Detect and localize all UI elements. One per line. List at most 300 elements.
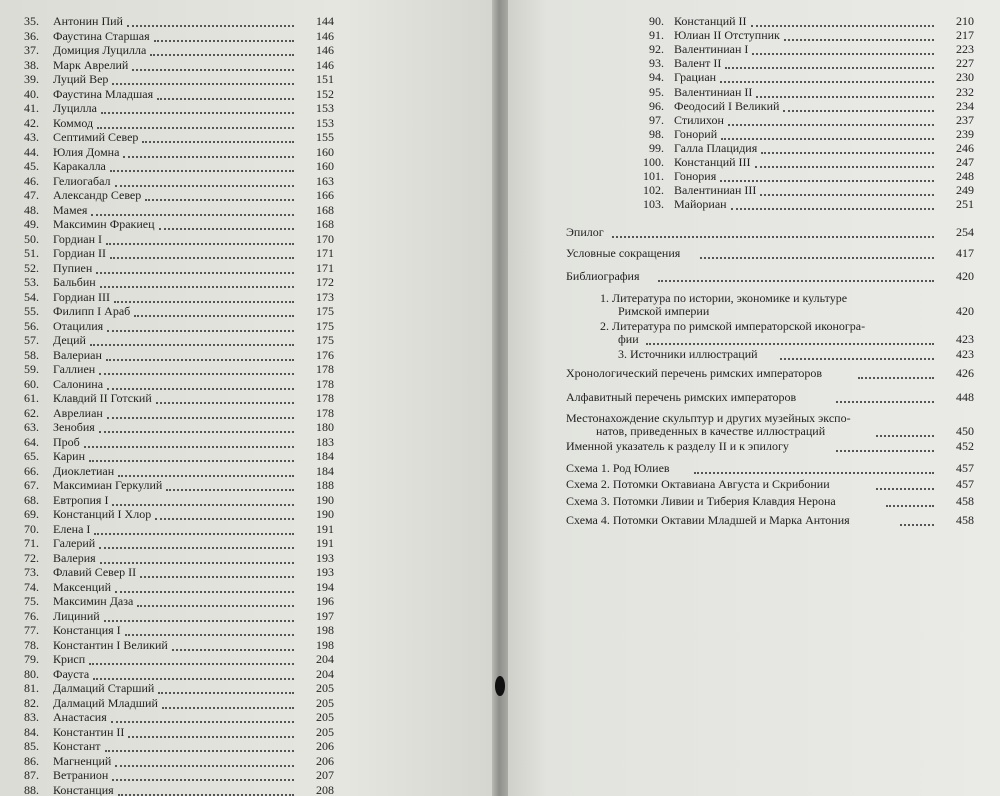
- toc-entry: [636, 71, 974, 84]
- entry-title: Луций Вер: [53, 72, 109, 86]
- entry-page: 144: [316, 14, 334, 28]
- entry-title: Алфавитный перечень римских императоров: [566, 390, 797, 404]
- leader-dots: [100, 286, 294, 288]
- entry-number: 44.: [24, 144, 39, 159]
- entry-page: 457: [956, 461, 974, 475]
- toc-entry: [24, 59, 334, 72]
- leader-dots: [97, 127, 294, 129]
- entry-number: 38.: [24, 57, 39, 72]
- entry-title: Зенобия: [53, 420, 95, 434]
- entry-number: 103.: [643, 197, 664, 212]
- entry-page: 188: [316, 478, 334, 492]
- toc-entry: [24, 639, 334, 652]
- entry-title: Констанция: [53, 782, 114, 796]
- leader-dots: [158, 692, 294, 694]
- toc-entry: [24, 610, 334, 623]
- bibliography-item-3: [600, 348, 974, 361]
- toc-entry: [24, 73, 334, 86]
- toc-entry: [24, 624, 334, 637]
- entry-title: Валериан: [53, 347, 102, 362]
- entry-page: 239: [956, 126, 974, 141]
- entry-title: Отацилия: [53, 318, 104, 333]
- leader-dots: [756, 96, 934, 98]
- leader-dots: [111, 721, 294, 723]
- entry-title: Аврелиан: [53, 405, 103, 420]
- entry-page: 175: [316, 304, 334, 318]
- entry-title: Эпилог: [566, 225, 604, 239]
- entry-page: 426: [956, 366, 974, 380]
- leader-dots: [107, 388, 294, 390]
- entry-number: 59.: [24, 362, 39, 376]
- entry-page: 170: [316, 231, 334, 246]
- entry-page: 184: [316, 463, 334, 478]
- entry-page: 146: [316, 28, 334, 43]
- entry-title: Марк Аврелий: [53, 57, 129, 72]
- leader-dots: [156, 402, 294, 404]
- toc-entry: [24, 363, 334, 376]
- toc-entry: [24, 378, 334, 391]
- leader-dots: [101, 112, 294, 114]
- entry-page: 248: [956, 169, 974, 184]
- entry-number: 62.: [24, 405, 39, 420]
- toc-entry: [24, 131, 334, 144]
- entry-page: 152: [316, 86, 334, 101]
- entry-number: 39.: [24, 72, 39, 86]
- entry-number: 63.: [24, 420, 39, 434]
- entry-page: 208: [316, 782, 334, 796]
- binding-mark: [495, 676, 505, 696]
- leader-dots: [105, 750, 294, 752]
- entry-title: Галла Плацидия: [674, 140, 758, 155]
- entry-page: 151: [316, 72, 334, 86]
- entry-title: Александр Север: [53, 188, 142, 202]
- leader-dots: [145, 199, 294, 201]
- entry-page: 190: [316, 507, 334, 521]
- entry-page: 168: [316, 217, 334, 231]
- leader-dots: [104, 620, 294, 622]
- toc-entry-scheme-2: [566, 478, 974, 491]
- leader-dots: [900, 524, 934, 526]
- entry-number: 52.: [24, 260, 39, 275]
- entry-number: 54.: [24, 289, 39, 304]
- leader-dots: [728, 124, 934, 126]
- leader-dots: [107, 330, 294, 332]
- entry-title: Юлиан II Отступник: [674, 28, 780, 43]
- toc-entry: [24, 146, 334, 159]
- toc-entry: [24, 436, 334, 449]
- entry-page: 223: [956, 42, 974, 57]
- entry-page: 193: [316, 550, 334, 565]
- leader-dots: [112, 504, 294, 506]
- toc-entry: [636, 29, 974, 42]
- toc-entry: [24, 349, 334, 362]
- leader-dots: [700, 257, 934, 259]
- toc-entry: [24, 247, 334, 260]
- entry-page: 204: [316, 666, 334, 681]
- entry-number: 97.: [649, 112, 664, 127]
- leader-dots: [159, 228, 294, 230]
- leader-dots: [858, 377, 934, 379]
- entry-title: Схема 4. Потомки Октавии Младшей и Марка Антония: [566, 513, 850, 527]
- entry-number: 75.: [24, 594, 39, 608]
- toc-entry: [24, 421, 334, 434]
- entry-title: Галерий: [53, 536, 96, 550]
- entry-page: 207: [316, 768, 334, 782]
- entry-title: Константин II: [53, 724, 125, 739]
- leader-dots: [155, 518, 294, 520]
- entry-page: 196: [316, 594, 334, 608]
- entry-page: 160: [316, 144, 334, 159]
- bibliography-item-1-line1: 1. Литература по истории, экономике и культуре: [600, 291, 848, 305]
- entry-page: 178: [316, 391, 334, 405]
- entry-number: 57.: [24, 333, 39, 347]
- toc-entry: [24, 682, 334, 695]
- entry-title: Гордиан II: [53, 246, 106, 260]
- entry-page: 198: [316, 623, 334, 637]
- entry-number: 102.: [643, 183, 664, 198]
- leader-dots: [99, 431, 294, 433]
- leader-dots: [132, 69, 294, 71]
- toc-entry: [24, 334, 334, 347]
- entry-number: 60.: [24, 376, 39, 391]
- toc-entry: [24, 537, 334, 550]
- leader-dots: [157, 98, 294, 100]
- entry-number: 86.: [24, 753, 39, 768]
- leader-dots: [106, 359, 294, 361]
- entry-page: 184: [316, 449, 334, 463]
- toc-entry: [24, 276, 334, 289]
- entry-number: 101.: [643, 169, 664, 184]
- entry-number: 53.: [24, 275, 39, 289]
- entry-page: 234: [956, 98, 974, 113]
- entry-title: Феодосий I Великий: [674, 98, 780, 113]
- entry-page: 155: [316, 130, 334, 144]
- entry-title: Далмаций Младший: [53, 695, 158, 710]
- toc-entry: [636, 128, 974, 141]
- toc-entry: [636, 86, 974, 99]
- entry-title: Максимин Даза: [53, 594, 134, 608]
- entry-number: 73.: [24, 565, 39, 579]
- toc-entry: [24, 755, 334, 768]
- entry-title: Константин I Великий: [53, 637, 168, 652]
- leader-dots: [784, 39, 934, 41]
- toc-entry: [636, 198, 974, 211]
- toc-entry-epilog: [566, 226, 974, 239]
- leader-dots: [118, 475, 294, 477]
- entry-number: 93.: [649, 56, 664, 71]
- toc-entry: [636, 156, 974, 169]
- entry-number: 91.: [649, 28, 664, 43]
- entry-number: 43.: [24, 130, 39, 144]
- entry-number: 61.: [24, 391, 39, 405]
- entry-title: Условные сокращения: [566, 246, 681, 260]
- leader-dots: [94, 533, 294, 535]
- toc-entry: [24, 711, 334, 724]
- entry-page: 191: [316, 536, 334, 550]
- leader-dots: [783, 110, 934, 112]
- entry-title: Констанций I Хлор: [53, 507, 152, 521]
- entry-page: 237: [956, 112, 974, 127]
- entry-title: Гордиан I: [53, 231, 102, 246]
- entry-page: 452: [956, 439, 974, 453]
- entry-number: 78.: [24, 637, 39, 652]
- entry-number: 83.: [24, 710, 39, 724]
- leader-dots: [780, 358, 934, 360]
- leader-dots: [134, 315, 294, 317]
- leader-dots: [876, 488, 934, 490]
- toc-entry-abbreviations: [566, 247, 974, 260]
- entry-page: 171: [316, 246, 334, 260]
- entry-title: Гордиан III: [53, 289, 110, 304]
- entry-title: Магненций: [53, 753, 112, 768]
- toc-entry: [24, 320, 334, 333]
- bibliography-item-2-line1: 2. Литература по римской императорской иконогра-: [600, 319, 866, 333]
- leader-dots: [118, 794, 294, 796]
- entry-number: 99.: [649, 140, 664, 155]
- leader-dots: [720, 180, 934, 182]
- toc-entry: [24, 465, 334, 478]
- entry-page: 420: [956, 304, 974, 318]
- entry-number: 41.: [24, 101, 39, 115]
- entry-number: 79.: [24, 652, 39, 666]
- entry-page: 176: [316, 347, 334, 362]
- entry-title: Антонин Пий: [53, 14, 123, 28]
- toc-entry: [24, 262, 334, 275]
- entry-page: 254: [956, 225, 974, 239]
- leader-dots: [140, 576, 294, 578]
- entry-page: 168: [316, 202, 334, 217]
- entry-page: 205: [316, 695, 334, 710]
- entry-title: Ветранион: [53, 768, 109, 782]
- entry-title: Констант: [53, 739, 101, 753]
- entry-number: 65.: [24, 449, 39, 463]
- entry-number: 90.: [649, 14, 664, 28]
- leader-dots: [731, 208, 934, 210]
- entry-page: 247: [956, 155, 974, 169]
- entry-number: 46.: [24, 173, 39, 188]
- toc-entry-museum-locations: [566, 425, 974, 438]
- entry-page: 178: [316, 405, 334, 420]
- leader-dots: [137, 605, 294, 607]
- leader-dots: [836, 450, 934, 452]
- entry-page: 450: [956, 424, 974, 438]
- leader-dots: [154, 40, 294, 42]
- bibliography-item-1: [600, 305, 974, 318]
- leader-dots: [114, 301, 294, 303]
- entry-title: Филипп I Араб: [53, 304, 131, 318]
- entry-title: Констанция I: [53, 623, 121, 637]
- leader-dots: [89, 460, 294, 462]
- entry-page: 448: [956, 390, 974, 404]
- toc-entry: [24, 566, 334, 579]
- toc-entry: [24, 30, 334, 43]
- toc-entry-scheme-1: [566, 462, 974, 475]
- entry-title: Констанций III: [674, 155, 751, 169]
- entry-title: Валентиниан II: [674, 84, 753, 99]
- entry-title: натов, приведенных в качестве иллюстраций: [596, 424, 826, 438]
- entry-page: 171: [316, 260, 334, 275]
- leader-dots: [90, 344, 294, 346]
- entry-page: 197: [316, 608, 334, 623]
- entry-page: 227: [956, 56, 974, 71]
- toc-entry: [636, 114, 974, 127]
- toc-entry: [24, 552, 334, 565]
- toc-entry-bibliography: [566, 270, 974, 283]
- leader-dots: [725, 67, 934, 69]
- entry-title: Максимиан Геркулий: [53, 478, 163, 492]
- entry-title: Валент II: [674, 56, 722, 71]
- entry-page: 175: [316, 333, 334, 347]
- entry-page: 205: [316, 710, 334, 724]
- entry-title: Стилихон: [674, 112, 724, 127]
- toc-entry: [636, 57, 974, 70]
- entry-number: 48.: [24, 202, 39, 217]
- entry-page: 153: [316, 115, 334, 130]
- entry-title: Гонория: [674, 169, 717, 184]
- leader-dots: [142, 141, 294, 143]
- entry-page: 232: [956, 84, 974, 99]
- leader-dots: [110, 170, 294, 172]
- entry-page: 458: [956, 494, 974, 508]
- leader-dots: [110, 257, 294, 259]
- toc-entry: [24, 117, 334, 130]
- entry-number: 58.: [24, 347, 39, 362]
- toc-entry: [24, 392, 334, 405]
- entry-title: Диоклетиан: [53, 463, 115, 478]
- entry-title: Валерия: [53, 550, 96, 565]
- leader-dots: [166, 489, 294, 491]
- leader-dots: [96, 272, 294, 274]
- toc-entry: [24, 189, 334, 202]
- entry-page: 153: [316, 101, 334, 115]
- entry-number: 67.: [24, 478, 39, 492]
- entry-number: 80.: [24, 666, 39, 681]
- toc-entry: [636, 142, 974, 155]
- entry-number: 72.: [24, 550, 39, 565]
- toc-entry: [24, 784, 334, 796]
- entry-title: Римской империи: [618, 304, 710, 318]
- leader-dots: [89, 663, 294, 665]
- entry-page: 205: [316, 724, 334, 739]
- entry-number: 36.: [24, 28, 39, 43]
- entry-number: 68.: [24, 492, 39, 507]
- leader-dots: [100, 562, 294, 564]
- entry-page: 206: [316, 753, 334, 768]
- toc-entry: [24, 175, 334, 188]
- entry-number: 95.: [649, 84, 664, 99]
- entry-title: Анастасия: [53, 710, 107, 724]
- toc-entry: [24, 218, 334, 231]
- entry-title: Каракалла: [53, 159, 106, 173]
- leader-dots: [760, 194, 934, 196]
- entry-number: 35.: [24, 14, 39, 28]
- leader-dots: [752, 53, 934, 55]
- entry-number: 100.: [643, 155, 664, 169]
- leader-dots: [128, 736, 294, 738]
- entry-number: 88.: [24, 782, 39, 796]
- entry-number: 55.: [24, 304, 39, 318]
- toc-entry: [24, 450, 334, 463]
- entry-page: 420: [956, 269, 974, 283]
- entry-page: 210: [956, 14, 974, 28]
- entry-page: 423: [956, 347, 974, 361]
- entry-title: Максимин Фракиец: [53, 217, 155, 231]
- toc-entry: [636, 100, 974, 113]
- leader-dots: [106, 243, 294, 245]
- leader-dots: [112, 83, 294, 85]
- entry-title: Именной указатель к разделу II и к эпилогу: [566, 439, 789, 453]
- leader-dots: [646, 343, 934, 345]
- entry-number: 45.: [24, 159, 39, 173]
- entry-number: 40.: [24, 86, 39, 101]
- entry-page: 178: [316, 362, 334, 376]
- entry-page: 417: [956, 246, 974, 260]
- entry-title: Клавдий II Готский: [53, 391, 152, 405]
- entry-page: 163: [316, 173, 334, 188]
- entry-page: 206: [316, 739, 334, 753]
- entry-title: Фаустина Младшая: [53, 86, 154, 101]
- toc-entry: [24, 407, 334, 420]
- leader-dots: [115, 591, 294, 593]
- entry-title: Деций: [53, 333, 86, 347]
- entry-page: 146: [316, 57, 334, 72]
- leader-dots: [658, 280, 934, 282]
- leader-dots: [91, 214, 294, 216]
- entry-title: Фауста: [53, 666, 90, 681]
- toc-entry: [24, 769, 334, 782]
- toc-entry-scheme-4: [566, 514, 974, 527]
- entry-number: 85.: [24, 739, 39, 753]
- entry-number: 94.: [649, 70, 664, 85]
- entry-title: Библиография: [566, 269, 640, 283]
- toc-entry: [24, 204, 334, 217]
- entry-page: 160: [316, 159, 334, 173]
- entry-page: 205: [316, 681, 334, 695]
- entry-title: Грациан: [674, 70, 717, 85]
- entry-title: Бальбин: [53, 275, 96, 289]
- toc-entry: [24, 305, 334, 318]
- toc-entry: [24, 44, 334, 57]
- entry-title: Елена I: [53, 521, 91, 536]
- entry-title: Хронологический перечень римских императоров: [566, 366, 823, 380]
- entry-number: 92.: [649, 42, 664, 57]
- toc-entry: [24, 233, 334, 246]
- entry-number: 70.: [24, 521, 39, 536]
- entry-title: Констанций II: [674, 14, 747, 28]
- entry-number: 87.: [24, 768, 39, 782]
- entry-number: 69.: [24, 507, 39, 521]
- toc-entry: [24, 479, 334, 492]
- entry-number: 82.: [24, 695, 39, 710]
- entry-title: Мамея: [53, 202, 88, 217]
- leader-dots: [99, 547, 294, 549]
- leader-dots: [127, 25, 294, 27]
- entry-page: 173: [316, 289, 334, 304]
- leader-dots: [99, 373, 294, 375]
- entry-page: 249: [956, 183, 974, 198]
- entry-number: 64.: [24, 434, 39, 449]
- leader-dots: [886, 505, 934, 507]
- toc-entry: [24, 595, 334, 608]
- entry-page: 230: [956, 70, 974, 85]
- entry-title: Гонорий: [674, 126, 718, 141]
- entry-number: 42.: [24, 115, 39, 130]
- entry-number: 37.: [24, 43, 39, 57]
- entry-number: 84.: [24, 724, 39, 739]
- entry-page: 172: [316, 275, 334, 289]
- toc-entry: [24, 697, 334, 710]
- entry-page: 246: [956, 140, 974, 155]
